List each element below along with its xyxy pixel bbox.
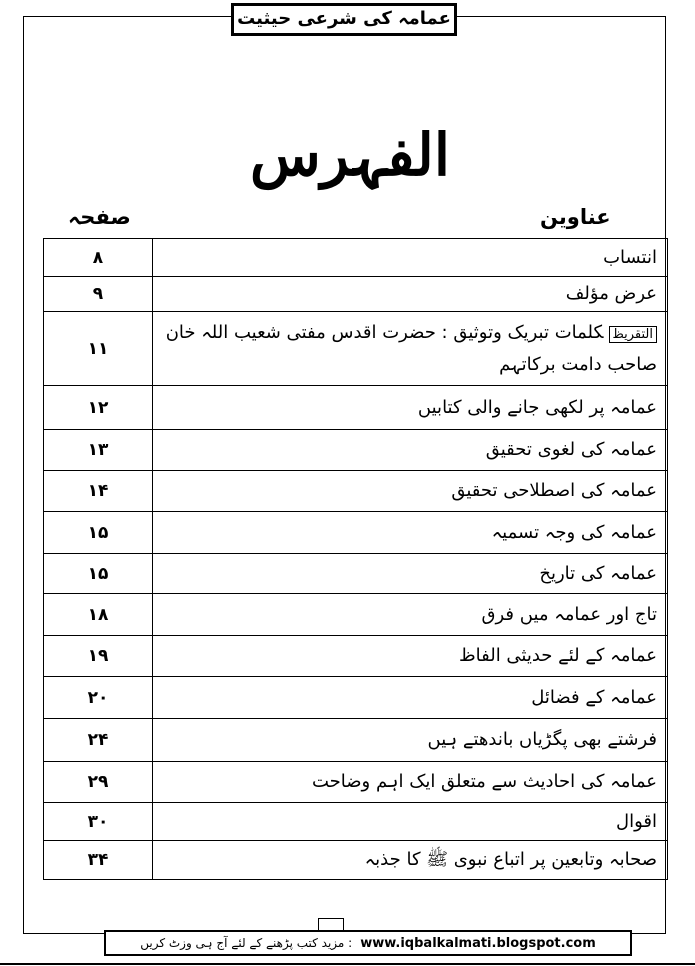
row-page-number: ۱۹ — [44, 636, 153, 677]
contents-row[interactable] — [44, 636, 668, 677]
row-page-number: ۱۸ — [44, 594, 153, 636]
row-topic — [153, 719, 668, 762]
contents-row[interactable] — [44, 677, 668, 719]
row-topic — [153, 471, 668, 512]
row-topic-text: فرشتے بھی پگڑیاں باندھتے ہیں — [427, 729, 657, 750]
row-page-number: ۸ — [44, 239, 153, 277]
contents-row[interactable] — [44, 277, 668, 312]
row-page-number: ۲۰ — [44, 677, 153, 719]
contents-row[interactable] — [44, 803, 668, 841]
contents-table — [43, 238, 668, 880]
contents-row[interactable] — [44, 312, 668, 386]
book-title: عمامہ کی شرعی حیثیت — [231, 3, 457, 36]
row-topic-text: عمامہ کی وجہ تسمیہ — [491, 521, 657, 543]
topics-column-header: عناوین — [540, 205, 611, 229]
contents-row[interactable] — [44, 594, 668, 636]
row-topic-text: انتساب — [603, 246, 657, 268]
taqreez-tag: التقریظ — [609, 326, 657, 343]
row-topic-text: عمامہ کی لغوی تحقیق — [485, 439, 657, 460]
row-topic — [153, 430, 668, 471]
row-topic — [153, 386, 668, 430]
row-page-number: ۳۰ — [44, 803, 153, 841]
footer-banner — [104, 930, 632, 956]
contents-row[interactable] — [44, 719, 668, 762]
row-topic-text: عمامہ کی اصطلاحی تحقیق — [451, 480, 657, 501]
row-page-number: ۱۵ — [44, 512, 153, 554]
row-page-number: ۱۵ — [44, 554, 153, 594]
footer-url-link[interactable]: www.iqbalkalmati.blogspot.com — [360, 935, 596, 951]
contents-row[interactable] — [44, 386, 668, 430]
pages-column-header: صفحہ — [68, 205, 131, 229]
row-page-number: ۲۹ — [44, 762, 153, 803]
row-page-number: ۲۴ — [44, 719, 153, 762]
row-topic-text: صحابہ وتابعین پر اتباع نبوی ﷺ کا جذبہ — [364, 849, 657, 870]
row-topic — [153, 239, 668, 277]
row-topic-text: عمامہ کی تاریخ — [539, 562, 657, 584]
row-topic — [153, 762, 668, 803]
row-topic — [153, 677, 668, 719]
row-topic-text: اقوال — [616, 810, 657, 832]
contents-row[interactable] — [44, 512, 668, 554]
row-topic — [153, 554, 668, 594]
contents-row[interactable] — [44, 471, 668, 512]
row-topic-text: عمامہ کے فضائل — [531, 686, 657, 708]
row-topic-text: کلمات تبریک وتوثیق : حضرت اقدس مفتی شعیب اللہ خان صاحب دامت برکاتہم — [165, 321, 657, 375]
row-page-number: ۱۳ — [44, 430, 153, 471]
contents-row[interactable] — [44, 762, 668, 803]
row-topic-text: عمامہ پر لکھی جانے والی کتابیں — [417, 396, 657, 418]
row-topic — [153, 803, 668, 841]
row-topic — [153, 312, 668, 386]
contents-row[interactable] — [44, 841, 668, 880]
index-heading: الفہرس — [250, 121, 450, 189]
row-page-number: ۳۴ — [44, 841, 153, 880]
contents-row[interactable] — [44, 554, 668, 594]
bottom-rule — [0, 963, 695, 965]
footer-note: : مزید کتب پڑھنے کے لئے آج ہی وزٹ کریں — [140, 936, 353, 950]
row-topic — [153, 277, 668, 312]
row-topic-text: عمامہ کے لئے حدیثی الفاظ — [458, 645, 657, 666]
row-page-number: ۱۱ — [44, 312, 153, 386]
row-page-number: ۱۲ — [44, 386, 153, 430]
row-page-number: ۱۴ — [44, 471, 153, 512]
row-topic — [153, 841, 668, 880]
row-topic — [153, 594, 668, 636]
row-topic-text: تاج اور عمامہ میں فرق — [481, 603, 657, 625]
contents-row[interactable] — [44, 430, 668, 471]
row-page-number: ۹ — [44, 277, 153, 312]
row-topic-text: عمامہ کی احادیث سے متعلق ایک اہم وضاحت — [311, 771, 657, 792]
contents-row[interactable] — [44, 239, 668, 277]
row-topic — [153, 636, 668, 677]
row-topic-text: عرض مؤلف — [565, 283, 657, 304]
row-topic — [153, 512, 668, 554]
